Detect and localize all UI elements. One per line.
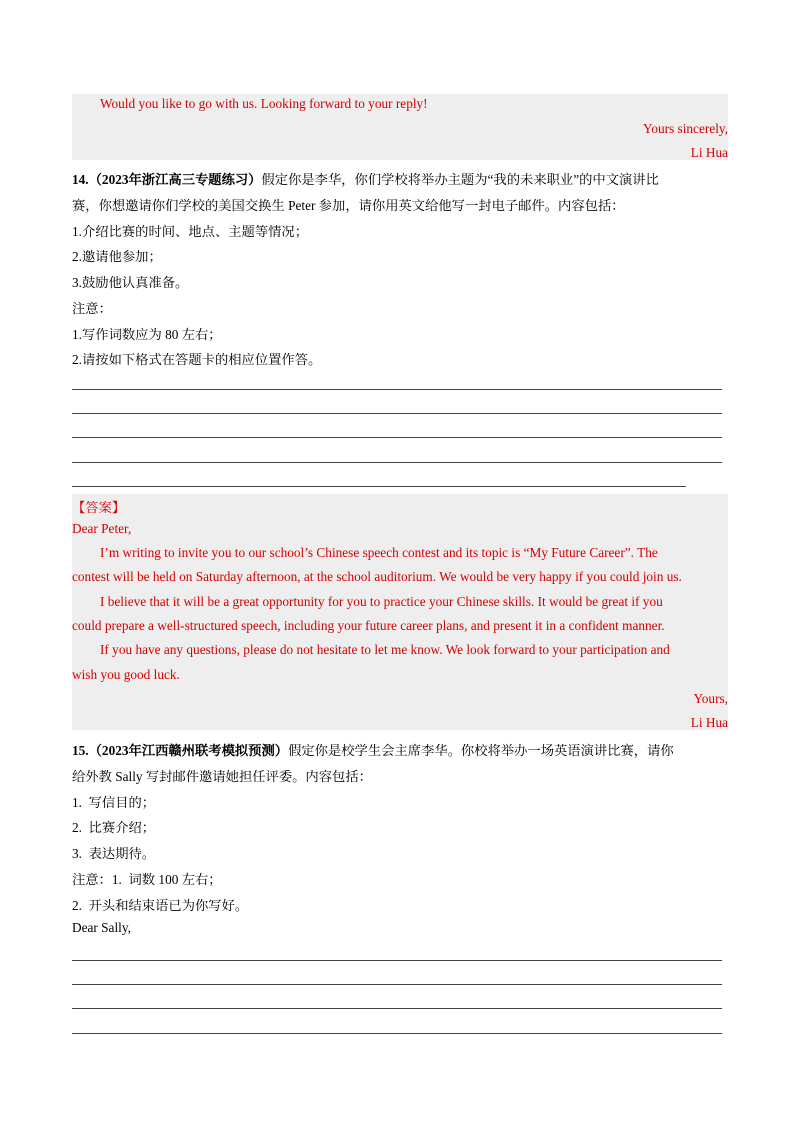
q15-writing-line — [72, 960, 722, 961]
q15-item-1: 1. 写信目的； — [72, 795, 156, 810]
q15-note-line2: 2. 开头和结束语已为你写好。 — [72, 898, 249, 913]
previous-answer-closing: Would you like to go with us. Looking forward to your reply! — [100, 96, 428, 111]
q14-writing-line — [72, 389, 722, 390]
answer14-p1-line2: contest will be held on Saturday afternoon, at the school auditorium. We would be very happy if you could join us. — [72, 569, 682, 584]
answer14-p2-line2: could prepare a well-structured speech, including your future career plans, and present it in a confident manner. — [72, 618, 665, 633]
answer14-p1-line1: I’m writing to invite you to our school’s Chinese speech contest and its topic is “My Future Career”. The — [100, 545, 658, 560]
q15-writing-line — [72, 1033, 722, 1034]
previous-answer-signature: Li Hua — [690, 145, 728, 160]
q15-item-3: 3. 表达期待。 — [72, 846, 156, 861]
q14-writing-line — [72, 462, 722, 463]
q15-prompt-line2: 给外教 Sally 写封邮件邀请她担任评委。内容包括： — [72, 769, 372, 784]
q14-prompt-line1 — [72, 169, 659, 188]
answer14-label: 【答案】 — [72, 500, 126, 515]
q14-item-1: 1.介绍比赛的时间、地点、主题等情况； — [72, 224, 309, 239]
previous-answer-signoff: Yours sincerely, — [643, 121, 728, 136]
q15-source: （2023年江西赣州联考模拟预测） — [88, 743, 289, 758]
q14-item-2: 2.邀请他参加； — [72, 249, 162, 264]
q15-greeting: Dear Sally, — [72, 920, 131, 935]
q14-prompt-line2: 赛，你想邀请你们学校的美国交换生 Peter 参加，请你用英文给他写一封电子邮件。内容包括： — [72, 198, 625, 213]
q15-writing-line — [72, 1008, 722, 1009]
answer14-signoff: Yours, — [693, 691, 728, 706]
answer14-greeting: Dear Peter, — [72, 521, 132, 536]
answer14-p3-line2: wish you good luck. — [72, 667, 180, 682]
q14-source: （2023年浙江高三专题练习） — [88, 172, 262, 187]
q15-prompt-text: 假定你是校学生会主席李华。你校将举办一场英语演讲比赛，请你 — [288, 743, 674, 758]
q14-writing-line — [72, 486, 686, 487]
q15-number: 15. — [72, 743, 89, 758]
q15-note-line1: 注意：1. 词数 100 左右； — [72, 872, 222, 887]
q14-writing-line — [72, 413, 722, 414]
answer14-signature: Li Hua — [690, 715, 728, 730]
q14-writing-line — [72, 437, 722, 438]
q15-prompt-line1 — [72, 740, 674, 759]
q14-item-3: 3.鼓励他认真准备。 — [72, 275, 189, 290]
q15-writing-line — [72, 984, 722, 985]
q14-note-1: 1.写作词数应为 80 左右； — [72, 327, 222, 342]
q14-note-label: 注意： — [72, 301, 112, 316]
q14-number: 14. — [72, 172, 89, 187]
q14-note-2: 2.请按如下格式在答题卡的相应位置作答。 — [72, 352, 322, 367]
q14-prompt-text: 假定你是李华，你们学校将举办主题为“我的未来职业”的中文演讲比 — [261, 172, 659, 187]
q15-item-2: 2. 比赛介绍； — [72, 820, 156, 835]
answer14-p3-line1: If you have any questions, please do not hesitate to let me know. We look forward to your participation and — [100, 642, 670, 657]
answer14-box — [72, 494, 728, 730]
answer14-p2-line1: I believe that it will be a great opportunity for you to practice your Chinese skills. It would be great if you — [100, 594, 663, 609]
